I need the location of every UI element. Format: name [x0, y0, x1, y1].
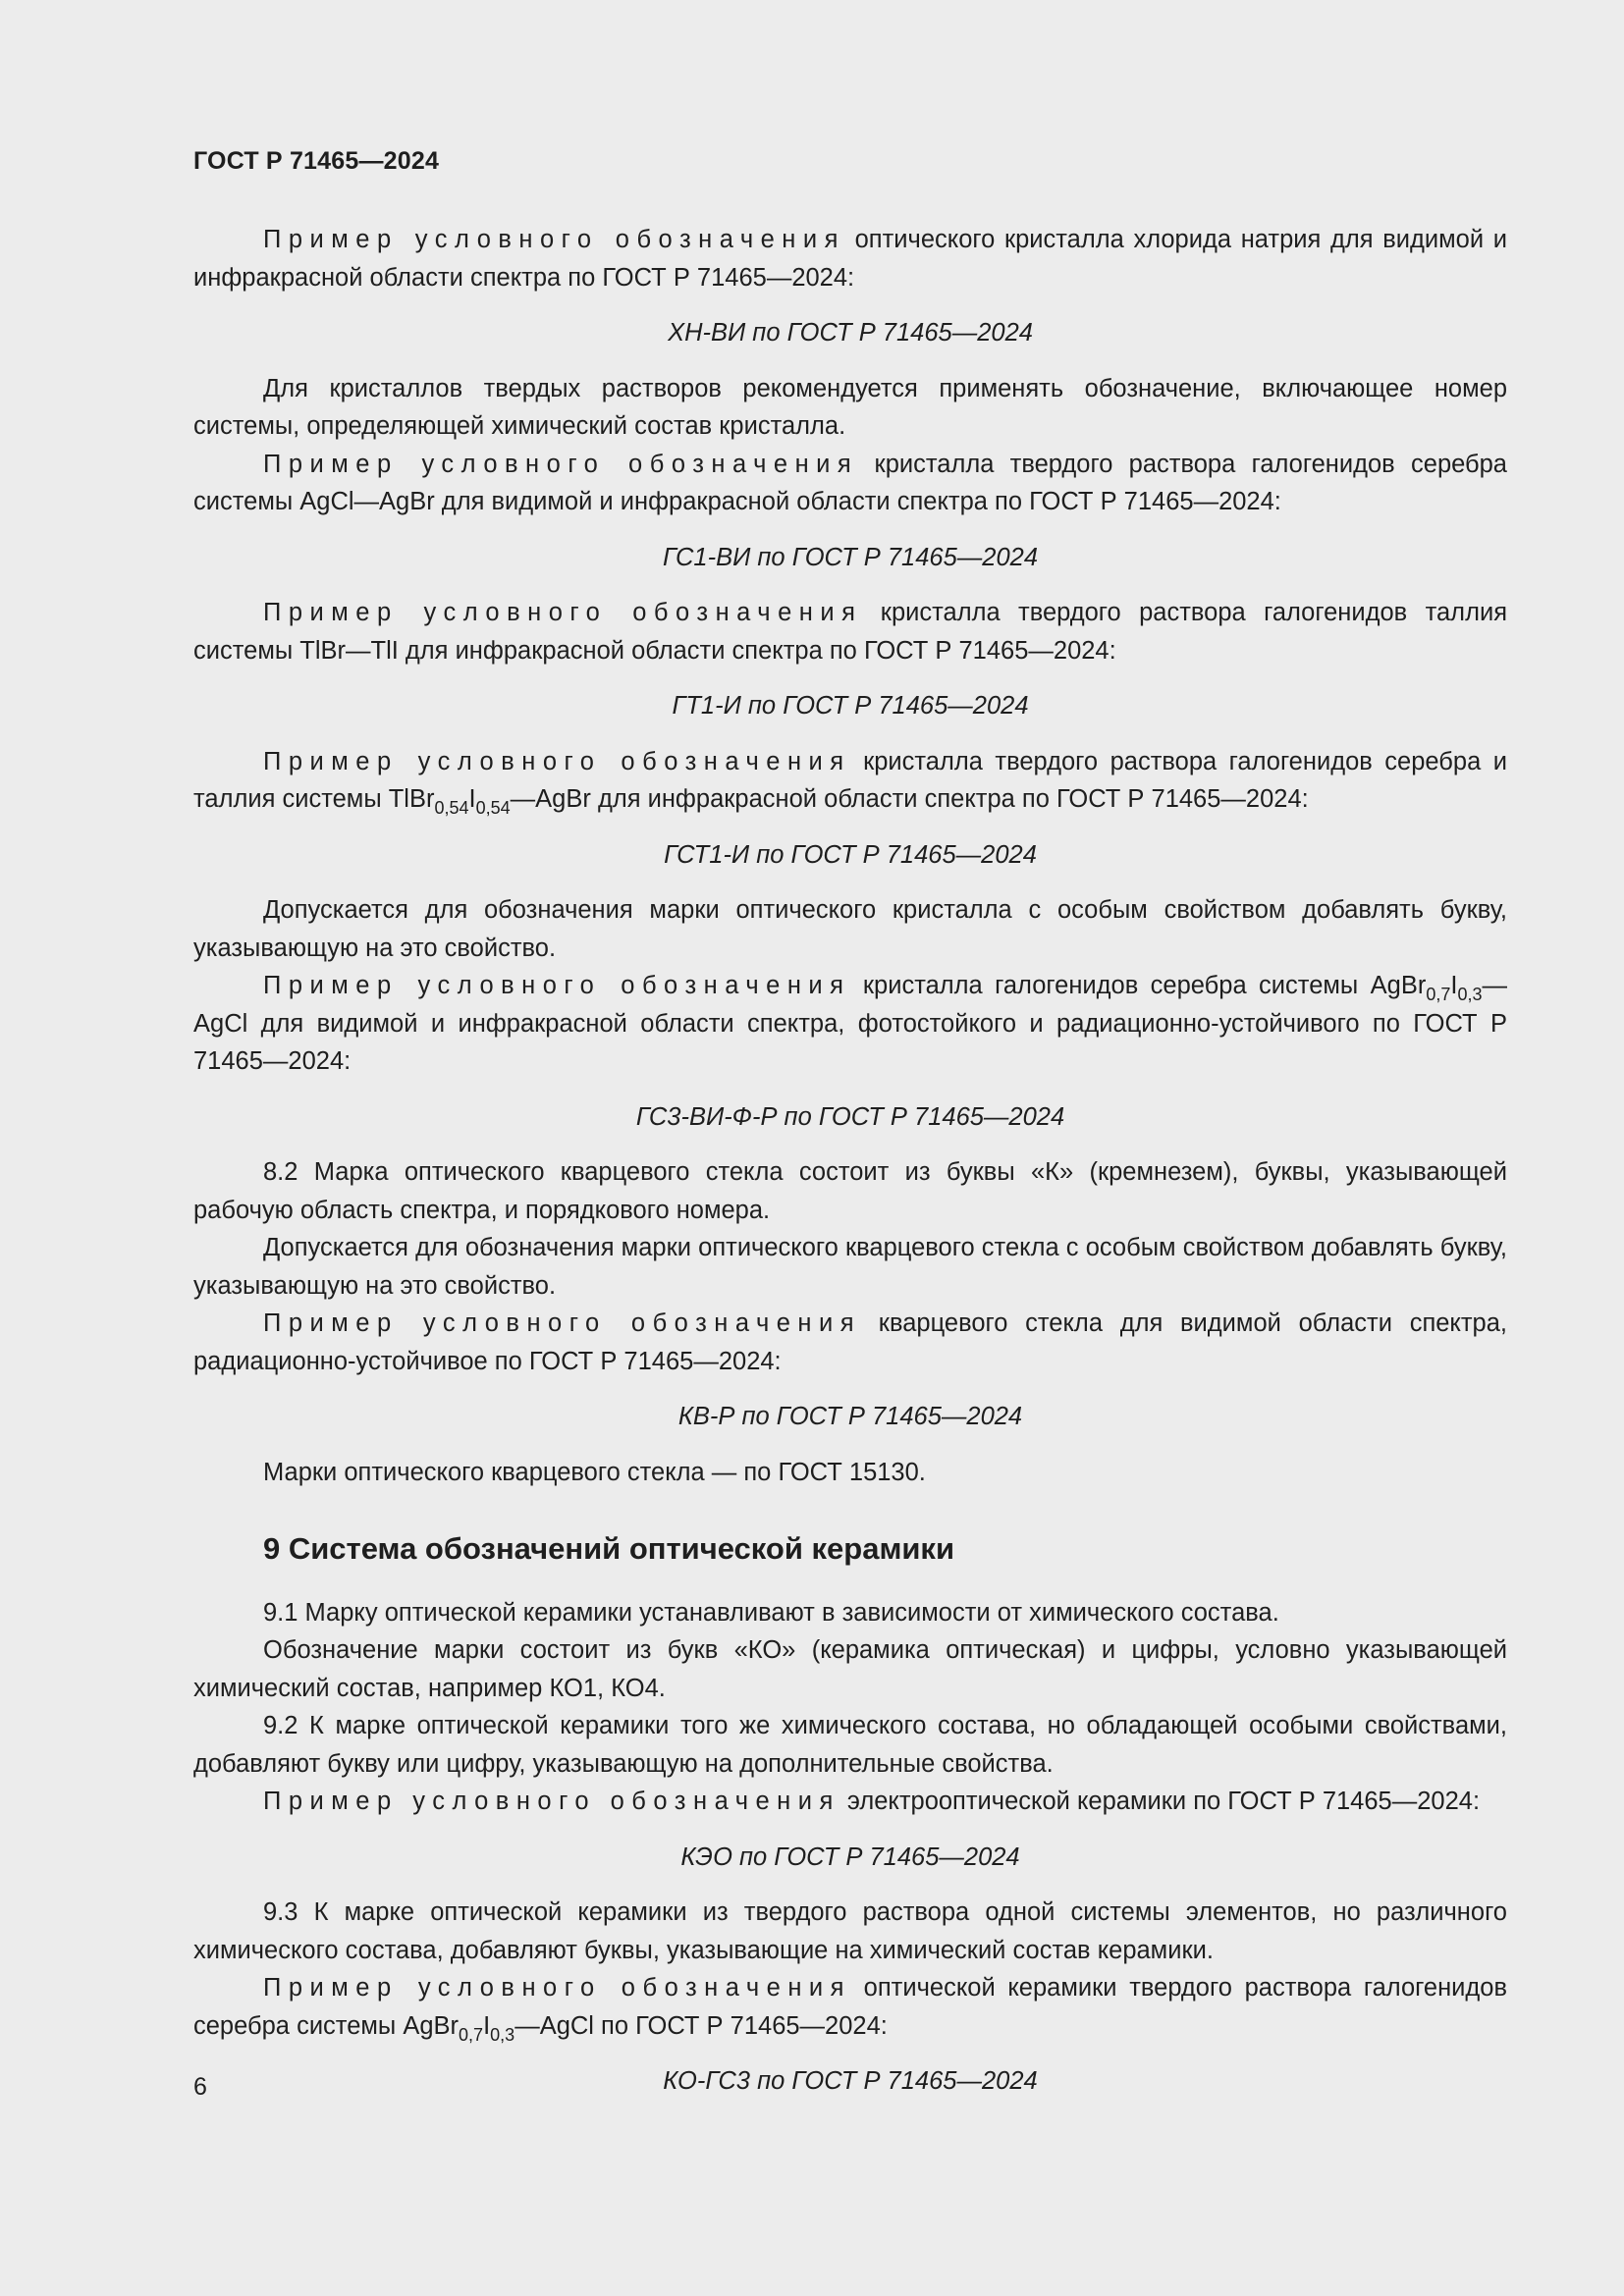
example-text: оптической керамики твердого раствора галогенидов серебра системы AgBr	[193, 1974, 1508, 2040]
example-lead: Пример условного обозначения	[263, 1788, 840, 1815]
example-text: кристалла твердого раствора галогенидов серебра системы AgCl—AgBr для видимой и инфракрасной области спектра по ГОСТ Р 71465—2024:	[193, 450, 1507, 515]
example-lead: Пример условного обозначения	[263, 450, 859, 478]
example-text: —AgCl для видимой и инфракрасной области спектра, фотостойкого и радиационно-устойчивого по ГОСТ Р 71465—2024:	[193, 972, 1507, 1075]
example-formula: КО-ГС3 по ГОСТ Р 71465—2024	[663, 2067, 1038, 2095]
body-paragraph: Для кристаллов твердых растворов рекомендуется применять обозначение, включающее номер системы, определяющей химический состав кристалла.	[193, 374, 1507, 440]
example-text: I	[1450, 972, 1458, 999]
subscript: 0,54	[434, 798, 469, 818]
subscript: 0,3	[490, 2024, 515, 2045]
body-paragraph: Допускается для обозначения марки оптического кристалла с особым свойством добавлять букву, указывающую на это свойство.	[193, 896, 1507, 962]
example-lead: Пример условного обозначения	[263, 226, 845, 253]
example-paragraph	[193, 1305, 1507, 1380]
body-paragraph: Марки оптического кварцевого стекла — по ГОСТ 15130.	[263, 1458, 926, 1486]
example-paragraph	[193, 446, 1507, 521]
subscript: 0,3	[1457, 985, 1483, 1004]
subscript: 0,54	[475, 798, 511, 818]
section-heading: 9 Система обозначений оптической керамики	[263, 1531, 955, 1566]
document-header: ГОСТ Р 71465—2024	[193, 147, 440, 175]
example-formula: КВ-Р по ГОСТ Р 71465—2024	[677, 1403, 1023, 1430]
document-body	[193, 221, 1507, 2118]
example-lead: Пример условного обозначения	[263, 599, 863, 626]
example-lead: Пример условного обозначения	[263, 1309, 862, 1337]
subscript: 0,7	[459, 2024, 484, 2045]
example-text: I	[483, 2011, 491, 2040]
example-text: —AgCl по ГОСТ Р 71465—2024:	[514, 2011, 888, 2040]
example-formula: ГС3-ВИ-Ф-Р по ГОСТ Р 71465—2024	[635, 1102, 1065, 1131]
body-paragraph: 8.2 Марка оптического кварцевого стекла состоит из буквы «К» (кремнезем), буквы, указывающей рабочую область спектра, и порядкового номера.	[193, 1158, 1507, 1224]
body-paragraph: Обозначение марки состоит из букв «КО» (керамика оптическая) и цифры, условно указывающей химический состав, например КО1, КО4.	[193, 1636, 1507, 1702]
example-paragraph	[193, 1783, 1507, 1821]
body-paragraph: Допускается для обозначения марки оптического кварцевого стекла с особым свойством добавлять букву, указывающую на это свойство.	[193, 1234, 1507, 1300]
example-text: кристалла твердого раствора галогенидов таллия системы TlBr—TlI для инфракрасной области спектра по ГОСТ Р 71465—2024:	[193, 599, 1507, 665]
example-lead: Пример условного обозначения	[263, 972, 851, 999]
body-paragraph: 9.3 К марке оптической керамики из твердого раствора одной системы элементов, но различного химического состава, добавляют буквы, указывающие на химический состав керамики.	[193, 1898, 1507, 1964]
example-formula: ГТ1-И по ГОСТ Р 71465—2024	[672, 692, 1029, 720]
example-paragraph	[193, 594, 1507, 669]
example-text: кварцевого стекла для видимой области спектра, радиационно-устойчивое по ГОСТ Р 71465—2024:	[193, 1309, 1508, 1375]
page-number: 6	[193, 2073, 207, 2101]
example-text: оптического кристалла хлорида натрия для видимой и инфракрасной области спектра по ГОСТ Р 71465—2024:	[193, 226, 1507, 292]
example-formula: ГС1-ВИ по ГОСТ Р 71465—2024	[662, 543, 1039, 571]
subscript: 0,7	[1426, 985, 1451, 1004]
body-paragraph: 9.2 К марке оптической керамики того же химического состава, но обладающей особыми свойствами, добавляют букву или цифру, указывающую на дополнительные свойства.	[193, 1712, 1507, 1778]
example-text: кристалла галогенидов серебра системы AgBr	[850, 972, 1427, 999]
body-paragraph: 9.1 Марку оптической керамики устанавливают в зависимости от химического состава.	[263, 1598, 1279, 1627]
example-formula: ГСТ1-И по ГОСТ Р 71465—2024	[664, 840, 1037, 869]
example-text: I	[468, 785, 476, 813]
example-paragraph	[193, 967, 1507, 1081]
example-lead: Пример условного обозначения	[263, 747, 851, 775]
example-paragraph	[193, 221, 1507, 296]
example-paragraph	[193, 1969, 1507, 2045]
example-text: электрооптической керамики по ГОСТ Р 71465—2024:	[839, 1788, 1481, 1815]
example-text: —AgBr для инфракрасной области спектра по ГОСТ Р 71465—2024:	[510, 785, 1309, 813]
example-formula: ХН-ВИ по ГОСТ Р 71465—2024	[668, 319, 1033, 347]
example-formula: КЭО по ГОСТ Р 71465—2024	[680, 1842, 1020, 1871]
example-lead: Пример условного обозначения	[263, 1974, 851, 2002]
example-text: кристалла твердого раствора галогенидов серебра и таллия системы TlBr	[193, 747, 1507, 813]
example-paragraph	[193, 743, 1507, 819]
